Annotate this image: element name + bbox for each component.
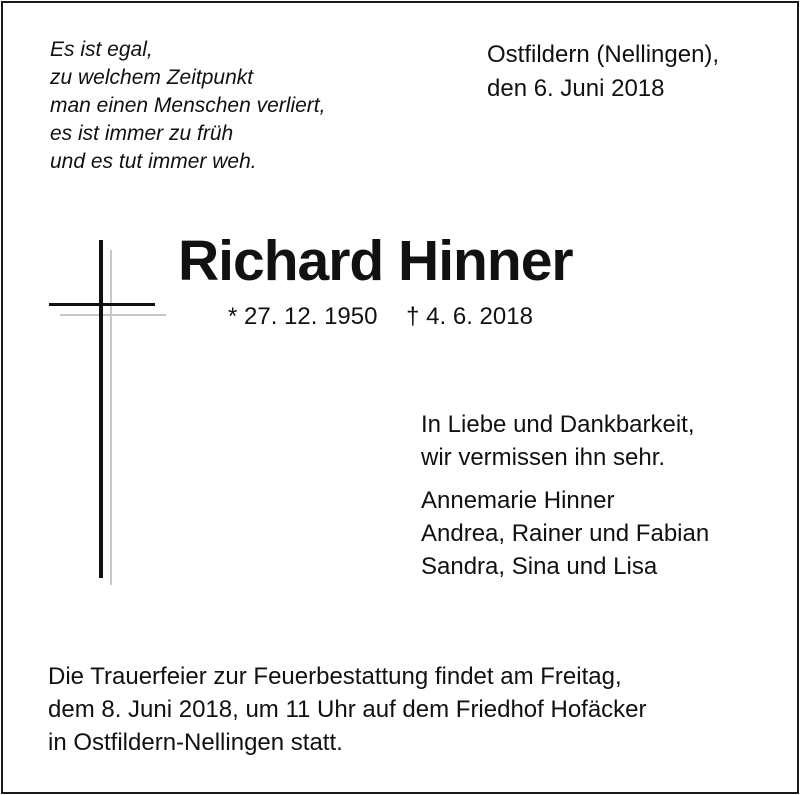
thanks-line: wir vermissen ihn sehr. [421,444,666,471]
life-dates [228,303,533,331]
cross-shadow-horizontal [60,314,166,316]
quote-line: es ist immer zu früh [50,122,234,145]
place-line: Ostfildern (Nellingen), [487,41,720,68]
family-member: Andrea, Rainer und Fabian [421,520,710,547]
quote-line: zu welchem Zeitpunkt [50,66,254,89]
cross-shadow-vertical [110,250,112,585]
memorial-quote [50,36,325,176]
cross-horizontal-beam [49,303,155,306]
place-and-date [487,38,719,106]
service-line: Die Trauerfeier zur Feuerbestattung findet am Freitag, [48,663,622,690]
death-date: † 4. 6. 2018 [406,303,533,330]
family-member: Sandra, Sina und Lisa [421,553,658,580]
family-members [421,484,709,583]
date-line: den 6. Juni 2018 [487,75,665,102]
birth-date: * 27. 12. 1950 [228,303,378,330]
deceased-name: Richard Hinner [178,229,573,293]
quote-line: und es tut immer weh. [50,150,257,173]
thanks-message [421,408,695,474]
family-member: Annemarie Hinner [421,487,615,514]
cross-vertical-beam [99,240,103,578]
quote-line: Es ist egal, [50,38,153,61]
cross-icon [46,240,176,585]
funeral-service-info [48,660,647,759]
service-line: dem 8. Juni 2018, um 11 Uhr auf dem Friedhof Hofäcker [48,696,647,723]
thanks-line: In Liebe und Dankbarkeit, [421,411,695,438]
quote-line: man einen Menschen verliert, [50,94,326,117]
service-line: in Ostfildern-Nellingen statt. [48,729,343,756]
